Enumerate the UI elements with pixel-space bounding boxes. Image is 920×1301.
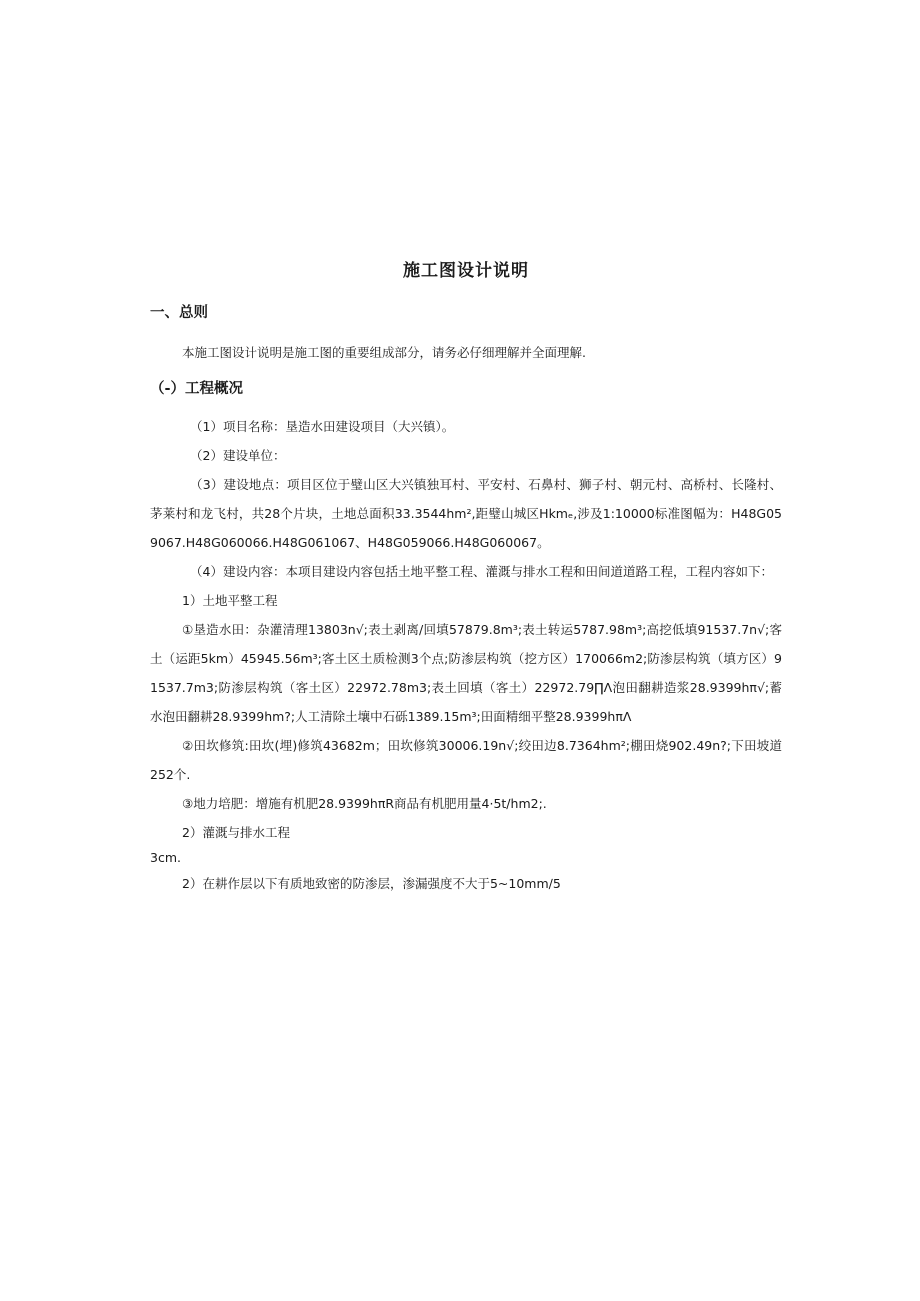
builder-item: （2）建设单位： xyxy=(190,448,286,463)
document-body xyxy=(150,256,782,898)
land-leveling-heading: 1）土地平整工程 xyxy=(182,593,278,608)
project-name-item: （1）项目名称：垦造水田建设项目（大兴镇）。 xyxy=(190,419,455,434)
document-title: 施工图设计说明 xyxy=(403,261,529,281)
intro-paragraph: 本施工图设计说明是施工图的重要组成部分，请务必仔细理解并全面理解. xyxy=(182,345,586,360)
fertility-paragraph: ③地力培肥：增施有机肥28.9399hπR商品有机肥用量4·5t∕hm2;. xyxy=(182,796,547,811)
ridge-building-paragraph: ②田坎修筑:田坎(埋)修筑43682m；田坎修筑30006.19n√;绞田边8.7364hm²;棚田烧902.49n?;下田坡道252个. xyxy=(150,738,782,782)
irrigation-heading: 2）灌溉与排水工程 xyxy=(182,825,290,840)
location-item: （3）建设地点：项目区位于璧山区大兴镇独耳村、平安村、石鼻村、狮子村、朝元村、高桥村、长隆村、茅莱村和龙飞村，共28个片块，土地总面积33.3544hm²,距璧山城区Hkmₑ,涉及1:10000标准图幅为：H48G059067.H48G060066.H48G061067、H48G059066.H48G060067。 xyxy=(150,477,782,550)
paddy-creation-paragraph: ①垦造水田：杂灌清理13803n√;表土剥离/回填57879.8m³;表土转运5787.98m³;高挖低填91537.7n√;客土（运距5km）45945.56m³;客土区土质检测3个点;防渗层构筑（挖方区）170066m2;防渗层构筑（填方区）91537.7m3;防渗层构筑（客土区）22972.78m3;表土回填（客土）22972.79∏Λ泡田翻耕造浆28.9399hπ√;蓄水泡田翻耕28.9399hm?;人工清除土壤中石砾1389.15m³;田面精细平整28.9399hπΛ xyxy=(150,622,782,724)
content-item: （4）建设内容：本项目建设内容包括土地平整工程、灌溉与排水工程和田间道道路工程，工程内容如下： xyxy=(190,564,773,579)
seepage-layer-paragraph: 2）在耕作层以下有质地致密的防渗层，渗漏强度不大于5~10mm∕5 xyxy=(182,876,561,891)
subsection-heading-overview: （-）工程概况 xyxy=(150,381,244,397)
section-heading-general: 一、总则 xyxy=(150,305,208,321)
text-fragment: 3cm. xyxy=(150,850,181,865)
